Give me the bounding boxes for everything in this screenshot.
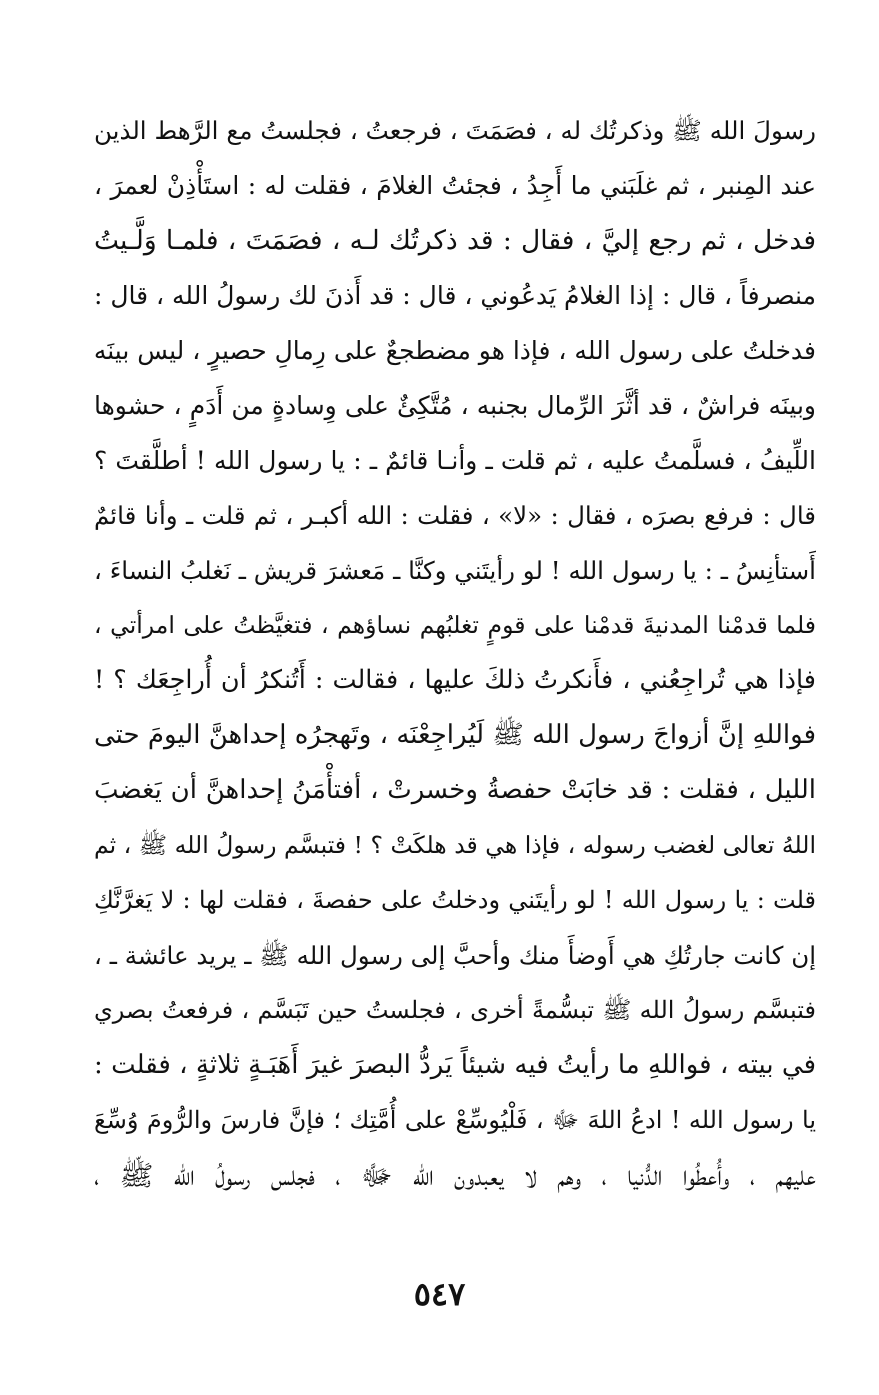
text-line-20: عليهم ، وأُعطُوا الدُّنيا ، وهم لا يعبدون الله ﷻ ، فجلس رسولُ الله ﷺ ، xyxy=(94,1159,816,1192)
text-line-16: إن كانت جارتُكِ هي أَوضأَ منك وأحبَّ إلى رسول الله ﷺ ـ يريد عائشة ـ ، xyxy=(94,941,816,970)
text-line-7: اللِّيفُ ، فسلَّمتُ عليه ، ثم قلت ـ وأنـا قائمٌ ـ : يا رسول الله ! أطلَّقتَ ؟ xyxy=(94,446,816,475)
text-line-12: فواللهِ إنَّ أزواجَ رسول الله ﷺ لَيُراجِعْنَه ، وتَهجرُه إحداهنَّ اليومَ حتى xyxy=(94,720,816,750)
text-line-2: عند المِنبر ، ثم غلَبَني ما أَجِدُ ، فجئتُ الغلامَ ، فقلت له : استَأْذِنْ لعمرَ ، xyxy=(94,171,816,200)
body-text xyxy=(94,103,816,1203)
text-line-18: في بيته ، فواللهِ ما رأيتُ فيه شيئاً يَردُّ البصرَ غيرَ أَهَبَـةٍ ثلاثةٍ ، فقلت : xyxy=(94,1050,816,1080)
text-line-5: فدخلتُ على رسول الله ، فإذا هو مضطجعٌ على رِمالِ حصيرٍ ، ليس بينَه xyxy=(94,336,816,365)
text-line-4: منصرفاً ، قال : إذا الغلامُ يَدعُوني ، قال : قد أَذنَ لك رسولُ الله ، قال : xyxy=(94,281,816,310)
text-line-19: يا رسول الله ! ادعُ اللهَ ﷻ ، فَلْيُوسِّعْ على أُمَّتِك ؛ فإنَّ فارسَ والرُّومَ وُسِّعَ xyxy=(94,1106,816,1134)
text-line-17: فتبسَّم رسولُ الله ﷺ تبسُّمةً أخرى ، فجلستُ حين تَبَسَّم ، فرفعتُ بصري xyxy=(94,996,816,1024)
text-line-10: فلما قدمْنا المدنيةَ قدمْنا على قومٍ تغلبُهم نساؤهم ، فتغيَّظتُ على امرأتي ، xyxy=(94,611,816,639)
text-line-8: قال : فرفع بصرَه ، فقال : «لا» ، فقلت : الله أكبـر ، ثم قلت ـ وأنا قائمٌ xyxy=(94,501,816,530)
page-number: ٥٤٧ xyxy=(413,1275,466,1313)
text-line-3: فدخل ، ثم رجع إليَّ ، فقال : قد ذكرتُك لـه ، فصَمَتَ ، فلمـا وَلَّـيتُ xyxy=(94,225,816,256)
text-line-13: الليل ، فقلت : قد خابَتْ حفصةُ وخسرتْ ، أفتأْمَنُ إحداهنَّ أن يَغضبَ xyxy=(94,775,816,805)
text-line-9: أَستأنِسُ ـ : يا رسول الله ! لو رأيتَني وكنَّا ـ مَعشرَ قريش ـ نَغلبُ النساءَ ، xyxy=(94,556,816,585)
text-line-11: فإذا هي تُراجِعُني ، فأَنكرتُ ذلكَ عليها ، فقالت : أَتُنكرُ أن أُراجِعَك ؟ ! xyxy=(94,665,816,695)
text-line-14: اللهُ تعالى لغضب رسوله ، فإذا هي قد هلكَتْ ؟ ! فتبسَّم رسولُ الله ﷺ ، ثم xyxy=(94,831,816,859)
text-line-15: قلت : يا رسول الله ! لو رأيتَني ودخلتُ على حفصةَ ، فقلت لها : لا يَغرَّنَّكِ xyxy=(94,886,816,914)
text-line-1: رسولَ الله ﷺ وذكرتُك له ، فصَمَتَ ، فرجعتُ ، فجلستُ مع الرَّهط الذين xyxy=(94,116,816,145)
text-line-6: وبينَه فراشٌ ، قد أثَّرَ الرِّمال بجنبه ، مُتَّكِئٌ على وِسادةٍ من أَدَمٍ ، حشوها xyxy=(94,391,816,420)
